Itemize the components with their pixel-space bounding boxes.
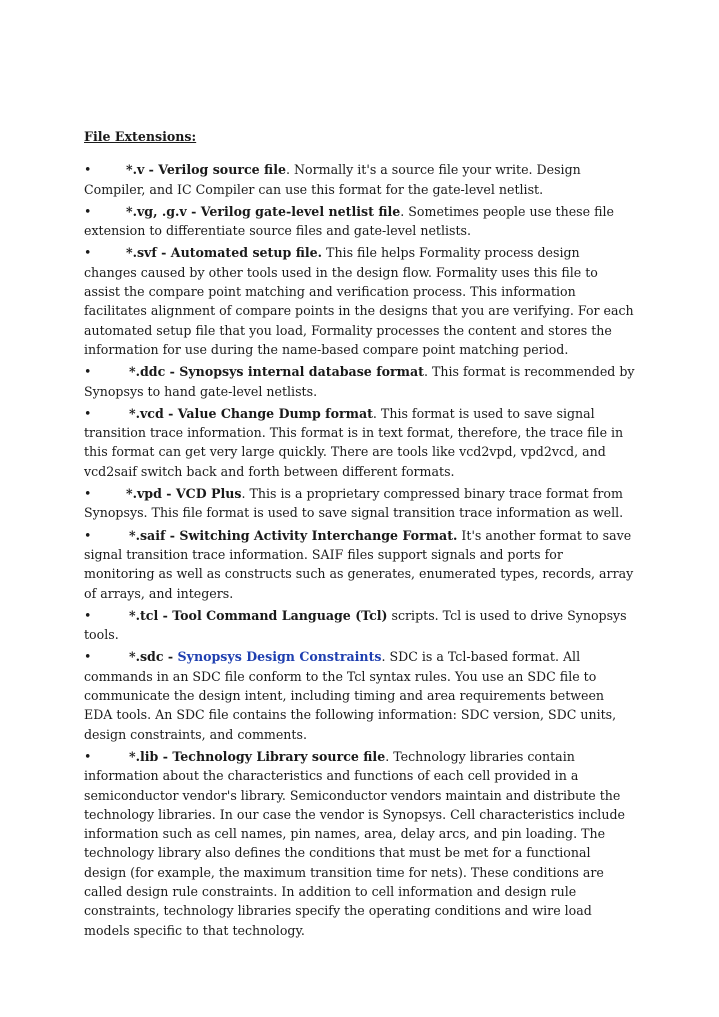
item-text: . This format is recommended by Synopsys to hand gate-level netlists. (84, 364, 635, 399)
item-term: *.v - Verilog source file (126, 162, 287, 178)
list-item-verilog-netlist (84, 202, 636, 241)
bullet-icon: • (84, 748, 92, 764)
item-term: *.lib - Technology Library source file (129, 748, 386, 764)
item-term: *.vpd - VCD Plus (126, 486, 242, 502)
item-text: . This is a proprietary compressed binary trace format from Synopsys. This file format is used to save signal transition trace information as well. (84, 486, 624, 521)
bullet-icon: • (84, 607, 92, 623)
bullet-icon: • (84, 245, 92, 261)
item-text: This file helps Formality process design changes caused by other tools used in the design flow. Formality uses this file to assist the compare point matching and verification process. This information facilitates alignment of compare points in the designs that you are verifying. For each automated setup file that you load, Formality processes the content and stores the information for use during the name-based compare point matching period. (84, 245, 634, 357)
bullet-icon: • (84, 649, 92, 665)
item-text: . Technology libraries contain information about the characteristics and functions of each cell provided in a semiconductor vendor's library. Semiconductor vendors maintain and distribute the technology libraries. In our case the vendor is Synopsys. Cell characteristics include information such as cell names, pin names, area, delay arcs, and pin loading. The technology library also defines the conditions that must be met for a functional design (for example, the maximum transition time for nets). These conditions are called design rule constraints. In addition to cell information and design rule constraints, technology libraries specify the operating conditions and wire load models specific to that technology. (84, 748, 625, 938)
item-term: *.saif - Switching Activity Interchange Format. (129, 527, 458, 543)
list-item-lib (84, 747, 636, 940)
item-text: . Sometimes people use these file extension to differentiate source files and gate-level netlists. (84, 203, 614, 239)
list-item-svf (84, 243, 636, 359)
item-text: It's another format to save signal transition trace information. SAIF files support signals and ports for monitoring as well as constructs such as generates, enumerated types, records, array of arrays, and integers. (84, 527, 634, 601)
list-item-vcd (84, 404, 636, 481)
item-text: scripts. Tcl is used to drive Synopsys tools. (84, 607, 627, 643)
item-text: . SDC is a Tcl-based format. All commands in an SDC file conform to the Tcl syntax rules. You use an SDC file to communicate the design intent, including timing and area requirements between EDA tools. An SDC file contains the following information: SDC version, SDC units, design constraints, and comments. (84, 649, 617, 742)
bullet-icon: • (84, 527, 92, 543)
section-heading: File Extensions: (84, 129, 197, 144)
bullet-icon: • (84, 162, 92, 178)
item-term: *.sdc - (129, 649, 178, 665)
list-item-verilog (84, 160, 636, 199)
item-term: *.vg, .g.v - Verilog gate-level netlist file (126, 203, 401, 219)
list-item-tcl (84, 606, 636, 645)
list-item-ddc (84, 362, 636, 401)
document-page (84, 127, 636, 943)
item-term: *.tcl - Tool Command Language (Tcl) (129, 607, 388, 623)
item-text: . Normally it's a source file your write. Design Compiler, and IC Compiler can use this format for the gate-level netlist. (84, 162, 581, 197)
item-term: *.svf - Automated setup file. (126, 245, 323, 261)
list-item-sdc (84, 647, 636, 743)
sdc-link[interactable]: Synopsys Design Constraints (177, 649, 382, 665)
list-item-saif (84, 526, 636, 603)
item-term: *.ddc - Synopsys internal database format (129, 364, 424, 380)
bullet-icon: • (84, 486, 92, 502)
item-text: . This format is used to save signal transition trace information. This format is in text format, therefore, the trace file in this format can get very large quickly. There are tools like vcd2vpd, vpd2vcd, and vcd2saif switch back and forth between different formats. (84, 405, 624, 479)
list-item-vpd (84, 484, 636, 523)
item-term: *.vcd - Value Change Dump format (129, 405, 373, 421)
bullet-icon: • (84, 203, 92, 219)
bullet-icon: • (84, 405, 92, 421)
bullet-icon: • (84, 364, 92, 380)
